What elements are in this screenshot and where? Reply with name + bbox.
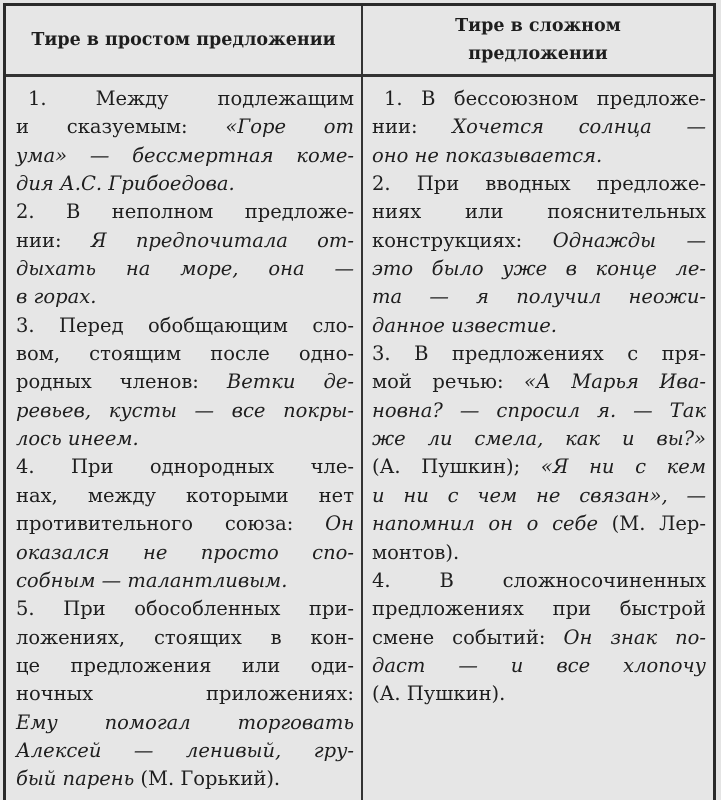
text-line [372, 283, 706, 311]
rule-text: 2. В неполном предложе- [16, 200, 354, 224]
text-line [372, 255, 706, 283]
text-line [372, 680, 706, 708]
example-text: Ветки де- [226, 370, 354, 394]
rule-text: 1. Между подлежащим [28, 87, 354, 110]
text-line [372, 397, 706, 425]
text-line [16, 227, 354, 255]
text-line [16, 425, 354, 453]
rule-text: 4. При однородных чле- [16, 455, 354, 479]
text-line [16, 737, 354, 765]
rule-text: 2. При вводных предложе- [372, 172, 706, 196]
text-line [372, 340, 706, 368]
text-line [372, 482, 706, 510]
text-line [16, 567, 354, 595]
text-line [16, 340, 354, 368]
example-text: Он знак по- [563, 625, 706, 649]
rule-text: 1. В бессоюзном предложе- [384, 87, 706, 110]
example-text: Я предпочитала от- [90, 228, 354, 252]
text-line [372, 652, 706, 680]
text-line [372, 170, 706, 198]
text-line [16, 113, 354, 141]
rule-text: (М. Горький). [134, 767, 281, 791]
example-text: Однажды — [552, 228, 706, 252]
text-line [372, 142, 706, 170]
example-text: данное известие. [372, 313, 557, 337]
text-line [16, 170, 354, 198]
example-text: лось инеем. [16, 427, 139, 451]
rule-text: конструкциях: [372, 228, 553, 252]
text-line [372, 624, 706, 652]
rule-text: нах, между которыми нет [16, 483, 354, 507]
rule-text: (А. Пушкин). [372, 682, 506, 706]
simple-sentence-column [16, 85, 354, 794]
text-line [16, 482, 354, 510]
rule-text: (М. Лер- [598, 512, 706, 536]
rule-text: 3. Перед обобщающим сло- [16, 313, 354, 337]
rule-text: 4. В сложносочиненных [372, 568, 706, 592]
example-text: бый парень [16, 767, 135, 791]
example-text: новна? — спросил я. — Так [372, 398, 706, 422]
example-text: Алексей — ленивый, гру- [16, 738, 354, 762]
example-text: «Я ни с кем [540, 455, 706, 479]
text-line [16, 680, 354, 708]
text-line [372, 368, 706, 396]
text-line [372, 198, 706, 226]
example-text: это было уже в конце ле- [372, 257, 706, 281]
text-line [372, 510, 706, 538]
complex-sentence-column [372, 85, 706, 709]
rule-text: смене событий: [372, 625, 564, 649]
text-line [16, 709, 354, 737]
rule-text: монтов). [372, 540, 460, 564]
example-text: в горах. [16, 285, 97, 309]
text-line [372, 113, 706, 141]
text-line [16, 595, 354, 623]
text-line [16, 539, 354, 567]
example-text: «Горе от [225, 115, 354, 139]
example-text: Ему помогал торговать [16, 710, 354, 734]
example-text: же ли смела, как и вы?» [372, 427, 706, 451]
example-text: собным — талантливым. [16, 568, 288, 592]
rule-text: 5. При обособленных при- [16, 597, 354, 621]
text-line [372, 312, 706, 340]
rule-text: це предложения или оди- [16, 653, 354, 677]
header-separator [6, 74, 713, 77]
rule-text: 3. В предложениях с пря- [372, 342, 706, 366]
example-text: дия А.С. Грибоедова. [16, 172, 235, 196]
text-line [16, 142, 354, 170]
example-text: Он [325, 512, 354, 536]
header-complex-sentence-text: Тире в сложном предложении [455, 16, 621, 64]
dash-rules-table [3, 3, 716, 800]
header-complex-sentence [363, 6, 713, 74]
text-line [372, 425, 706, 453]
rule-text: нии: [372, 115, 453, 139]
example-text: та — я получил неожи- [372, 285, 706, 309]
rule-text: мой речью: [372, 370, 525, 394]
rule-text: ниях или пояснительных [372, 200, 706, 224]
text-line [16, 652, 354, 680]
header-simple-sentence: Тире в простом предложении [31, 30, 336, 50]
text-line [16, 283, 354, 311]
example-text: ума» — бессмертная коме- [16, 143, 354, 167]
example-text: дыхать на море, она — [16, 257, 354, 281]
rule-text: вом, стоящим после одно- [16, 342, 354, 366]
text-line [372, 539, 706, 567]
text-line [16, 85, 354, 113]
example-text: напомнил он о себе [372, 512, 598, 536]
rule-text: ночных приложениях: [16, 682, 354, 706]
text-line [372, 453, 706, 481]
rule-text: нии: [16, 228, 91, 252]
example-text: оказался не просто спо- [16, 540, 354, 564]
text-line [372, 567, 706, 595]
example-text: оно не показывается. [372, 143, 603, 167]
rule-text: родных членов: [16, 370, 227, 394]
text-line [16, 198, 354, 226]
example-text: и ни с чем не связан», — [372, 483, 706, 507]
example-text: ревьев, кусты — все покры- [16, 398, 354, 422]
text-line [16, 765, 354, 793]
rule-text: предложениях при быстрой [372, 597, 706, 621]
text-line [16, 368, 354, 396]
example-text: «А Марья Ива- [524, 370, 706, 394]
column-divider [361, 6, 363, 800]
text-line [16, 510, 354, 538]
text-line [372, 595, 706, 623]
rule-text: и сказуемым: [16, 115, 226, 139]
rule-text: противительного союза: [16, 512, 326, 536]
example-text: даст — и все хлопочу [372, 653, 706, 677]
text-line [16, 397, 354, 425]
rule-text: (А. Пушкин); [372, 455, 541, 479]
example-text: Хочется солнца — [452, 115, 706, 139]
text-line [16, 255, 354, 283]
text-line [16, 453, 354, 481]
text-line [16, 312, 354, 340]
text-line [372, 85, 706, 113]
text-line [372, 227, 706, 255]
rule-text: ложениях, стоящих в кон- [16, 625, 354, 649]
text-line [16, 624, 354, 652]
